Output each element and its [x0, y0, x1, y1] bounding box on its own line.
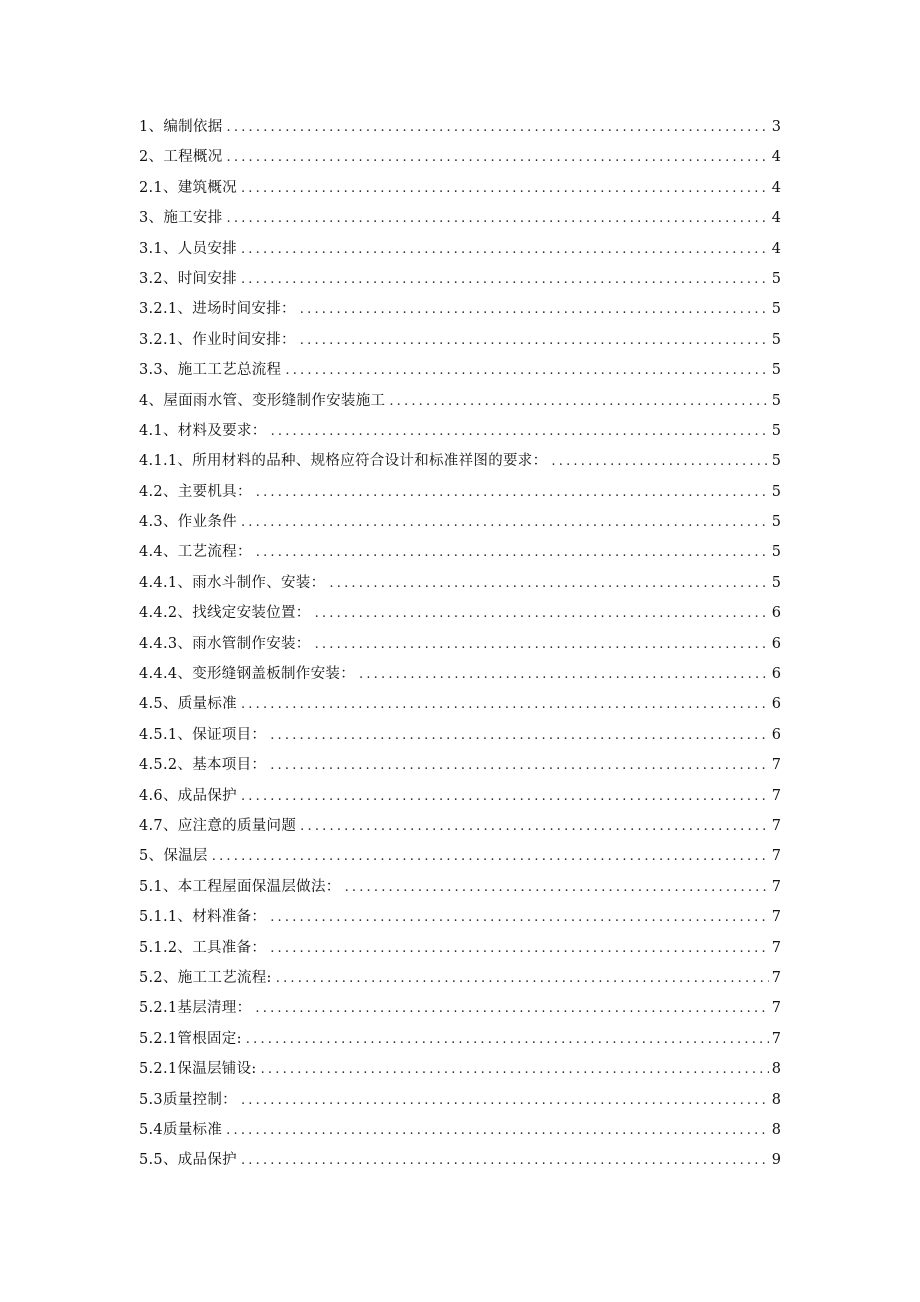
toc-entry[interactable]	[139, 142, 781, 172]
toc-dot-leader	[241, 782, 769, 812]
toc-dot-leader	[345, 873, 769, 903]
toc-entry-page: 6	[771, 666, 781, 683]
toc-entry-title: 4.1、材料及要求：	[139, 422, 267, 439]
toc-entry[interactable]	[139, 629, 781, 659]
toc-entry-title: 5.2、施工工艺流程:	[139, 969, 272, 986]
toc-dot-leader	[315, 630, 769, 660]
toc-entry-page: 5	[771, 453, 781, 470]
toc-entry-page: 5	[771, 574, 781, 591]
toc-entry[interactable]	[139, 689, 781, 719]
toc-entry-title: 5.2.1管根固定:	[139, 1030, 242, 1047]
toc-entry[interactable]	[139, 902, 781, 932]
toc-entry-title: 5.3质量控制：	[139, 1091, 237, 1108]
toc-entry-title: 4.5.2、基本项目：	[139, 757, 267, 774]
toc-entry-page: 5	[771, 544, 781, 561]
toc-entry[interactable]	[139, 841, 781, 871]
toc-entry-page: 5	[771, 301, 781, 318]
toc-dot-leader	[270, 903, 769, 933]
toc-dot-leader	[241, 235, 769, 265]
toc-entry-page: 5	[771, 422, 781, 439]
toc-entry-page: 7	[771, 969, 781, 986]
toc-entry-title: 2、工程概况	[139, 149, 223, 166]
toc-entry-page: 3	[771, 119, 781, 135]
toc-entry-title: 3.2、时间安排	[139, 270, 237, 287]
toc-dot-leader	[241, 690, 769, 720]
toc-dot-leader	[241, 265, 769, 295]
toc-entry-page: 6	[771, 696, 781, 713]
toc-entry-page: 5	[771, 362, 781, 379]
toc-entry[interactable]	[139, 750, 781, 780]
toc-entry[interactable]	[139, 1054, 781, 1084]
toc-entry-title: 4.1.1、所用材料的品种、规格应符合设计和标准祥图的要求：	[139, 453, 548, 470]
toc-entry[interactable]	[139, 720, 781, 750]
toc-entry-title: 5.4质量标准	[139, 1121, 223, 1138]
toc-dot-leader	[241, 508, 769, 538]
toc-entry-title: 3.2.1、作业时间安排：	[139, 331, 296, 348]
toc-dot-leader	[270, 934, 769, 964]
toc-entry-page: 4	[771, 149, 781, 166]
toc-dot-leader	[241, 1086, 769, 1116]
toc-entry-title: 4.5.1、保证项目：	[139, 726, 267, 743]
toc-entry[interactable]	[139, 507, 781, 537]
toc-dot-leader	[285, 356, 768, 386]
toc-dot-leader	[212, 842, 769, 872]
toc-dot-leader	[246, 1025, 769, 1055]
toc-entry-page: 8	[771, 1121, 781, 1138]
toc-entry-title: 2.1、建筑概况	[139, 179, 237, 196]
toc-entry-page: 4	[771, 210, 781, 227]
toc-entry[interactable]	[139, 933, 781, 963]
toc-entry-page: 6	[771, 635, 781, 652]
toc-entry-title: 5.1.2、工具准备：	[139, 939, 267, 956]
toc-dot-leader	[389, 387, 768, 417]
toc-dot-leader	[227, 204, 769, 234]
toc-entry[interactable]	[139, 1115, 781, 1145]
toc-entry-page: 7	[771, 817, 781, 834]
toc-entry-page: 4	[771, 179, 781, 196]
toc-dot-leader	[241, 174, 769, 204]
toc-entry-title: 5.5、成品保护	[139, 1152, 237, 1169]
toc-entry-page: 7	[771, 848, 781, 865]
toc-entry-page: 4	[771, 240, 781, 257]
toc-dot-leader	[241, 1146, 769, 1176]
toc-entry-page: 9	[771, 1152, 781, 1169]
toc-entry[interactable]	[139, 325, 781, 355]
toc-entry-title: 4.4.2、找线定安装位置：	[139, 605, 311, 622]
toc-entry[interactable]	[139, 1024, 781, 1054]
toc-entry-title: 5.1.1、材料准备：	[139, 909, 267, 926]
toc-entry[interactable]	[139, 993, 781, 1023]
toc-entry[interactable]	[139, 963, 781, 993]
toc-entry-page: 5	[771, 270, 781, 287]
toc-entry[interactable]	[139, 872, 781, 902]
toc-entry-title: 4.3、作业条件	[139, 514, 237, 531]
toc-entry-page: 7	[771, 787, 781, 804]
toc-entry-title: 4.4.3、雨水管制作安装：	[139, 635, 311, 652]
toc-dot-leader	[255, 994, 768, 1024]
toc-entry[interactable]	[139, 203, 781, 233]
toc-entry-title: 5.2.1保温层铺设:	[139, 1061, 257, 1078]
toc-entry-title: 4.6、成品保护	[139, 787, 237, 804]
toc-entry-title: 4、屋面雨水管、变形缝制作安装施工	[139, 392, 386, 409]
toc-entry-title: 5、保温层	[139, 848, 208, 865]
toc-entry-title: 4.4.1、雨水斗制作、安装：	[139, 574, 326, 591]
toc-dot-leader	[270, 721, 769, 751]
toc-entry-page: 8	[771, 1061, 781, 1078]
toc-entry-title: 5.1、本工程屋面保温层做法：	[139, 878, 341, 895]
toc-entry[interactable]	[139, 477, 781, 507]
toc-entry-page: 8	[771, 1091, 781, 1108]
toc-entry[interactable]	[139, 386, 781, 416]
toc-entry-title: 3.1、人员安排	[139, 240, 237, 257]
toc-dot-leader	[227, 113, 769, 143]
toc-entry[interactable]	[139, 294, 781, 324]
toc-entry-page: 7	[771, 909, 781, 926]
toc-entry-title: 4.5、质量标准	[139, 696, 237, 713]
toc-entry[interactable]	[139, 446, 781, 476]
toc-entry-page: 7	[771, 757, 781, 774]
toc-entry-title: 1、编制依据	[139, 119, 223, 135]
toc-entry-title: 4.7、应注意的质量问题	[139, 817, 297, 834]
toc-dot-leader	[300, 812, 769, 842]
toc-entry-title: 3.3、施工工艺总流程	[139, 362, 282, 379]
toc-dot-leader	[226, 1116, 769, 1146]
toc-dot-leader	[300, 326, 769, 356]
toc-entry[interactable]	[139, 811, 781, 841]
toc-entry-page: 5	[771, 514, 781, 531]
toc-entry[interactable]	[139, 537, 781, 567]
toc-entry-title: 3.2.1、进场时间安排：	[139, 301, 296, 318]
toc-entry[interactable]	[139, 264, 781, 294]
toc-dot-leader	[329, 569, 768, 599]
toc-dot-leader	[271, 417, 769, 447]
toc-entry[interactable]	[139, 1145, 781, 1175]
toc-entry[interactable]	[139, 112, 781, 142]
toc-dot-leader	[315, 599, 769, 629]
toc-dot-leader	[551, 447, 768, 477]
toc-entry[interactable]	[139, 659, 781, 689]
toc-entry[interactable]	[139, 173, 781, 203]
toc-dot-leader	[359, 660, 769, 690]
toc-entry[interactable]	[139, 234, 781, 264]
toc-entry-page: 6	[771, 605, 781, 622]
toc-entry-page: 7	[771, 939, 781, 956]
toc-entry-title: 4.4、工艺流程：	[139, 544, 252, 561]
toc-dot-leader	[276, 964, 769, 994]
toc-entry-page: 6	[771, 726, 781, 743]
toc-entry-page: 7	[771, 1030, 781, 1047]
toc-entry[interactable]	[139, 416, 781, 446]
toc-entry[interactable]	[139, 355, 781, 385]
toc-entry[interactable]	[139, 1085, 781, 1115]
toc-entry[interactable]	[139, 598, 781, 628]
toc-entry-page: 5	[771, 331, 781, 348]
toc-dot-leader	[227, 143, 769, 173]
toc-entry-title: 3、施工安排	[139, 210, 223, 227]
toc-entry[interactable]	[139, 568, 781, 598]
toc-entry[interactable]	[139, 781, 781, 811]
toc-entry-page: 7	[771, 878, 781, 895]
toc-dot-leader	[270, 751, 769, 781]
table-of-contents	[139, 112, 781, 1176]
toc-entry-title: 4.2、主要机具：	[139, 483, 252, 500]
toc-dot-leader	[261, 1055, 769, 1085]
toc-entry-page: 5	[771, 483, 781, 500]
toc-entry-page: 5	[771, 392, 781, 409]
toc-dot-leader	[256, 478, 769, 508]
toc-entry-title: 4.4.4、变形缝钢盖板制作安装：	[139, 666, 355, 683]
toc-dot-leader	[256, 538, 769, 568]
toc-entry-title: 5.2.1基层清理：	[139, 1000, 252, 1017]
toc-entry-page: 7	[771, 1000, 781, 1017]
toc-dot-leader	[300, 295, 769, 325]
